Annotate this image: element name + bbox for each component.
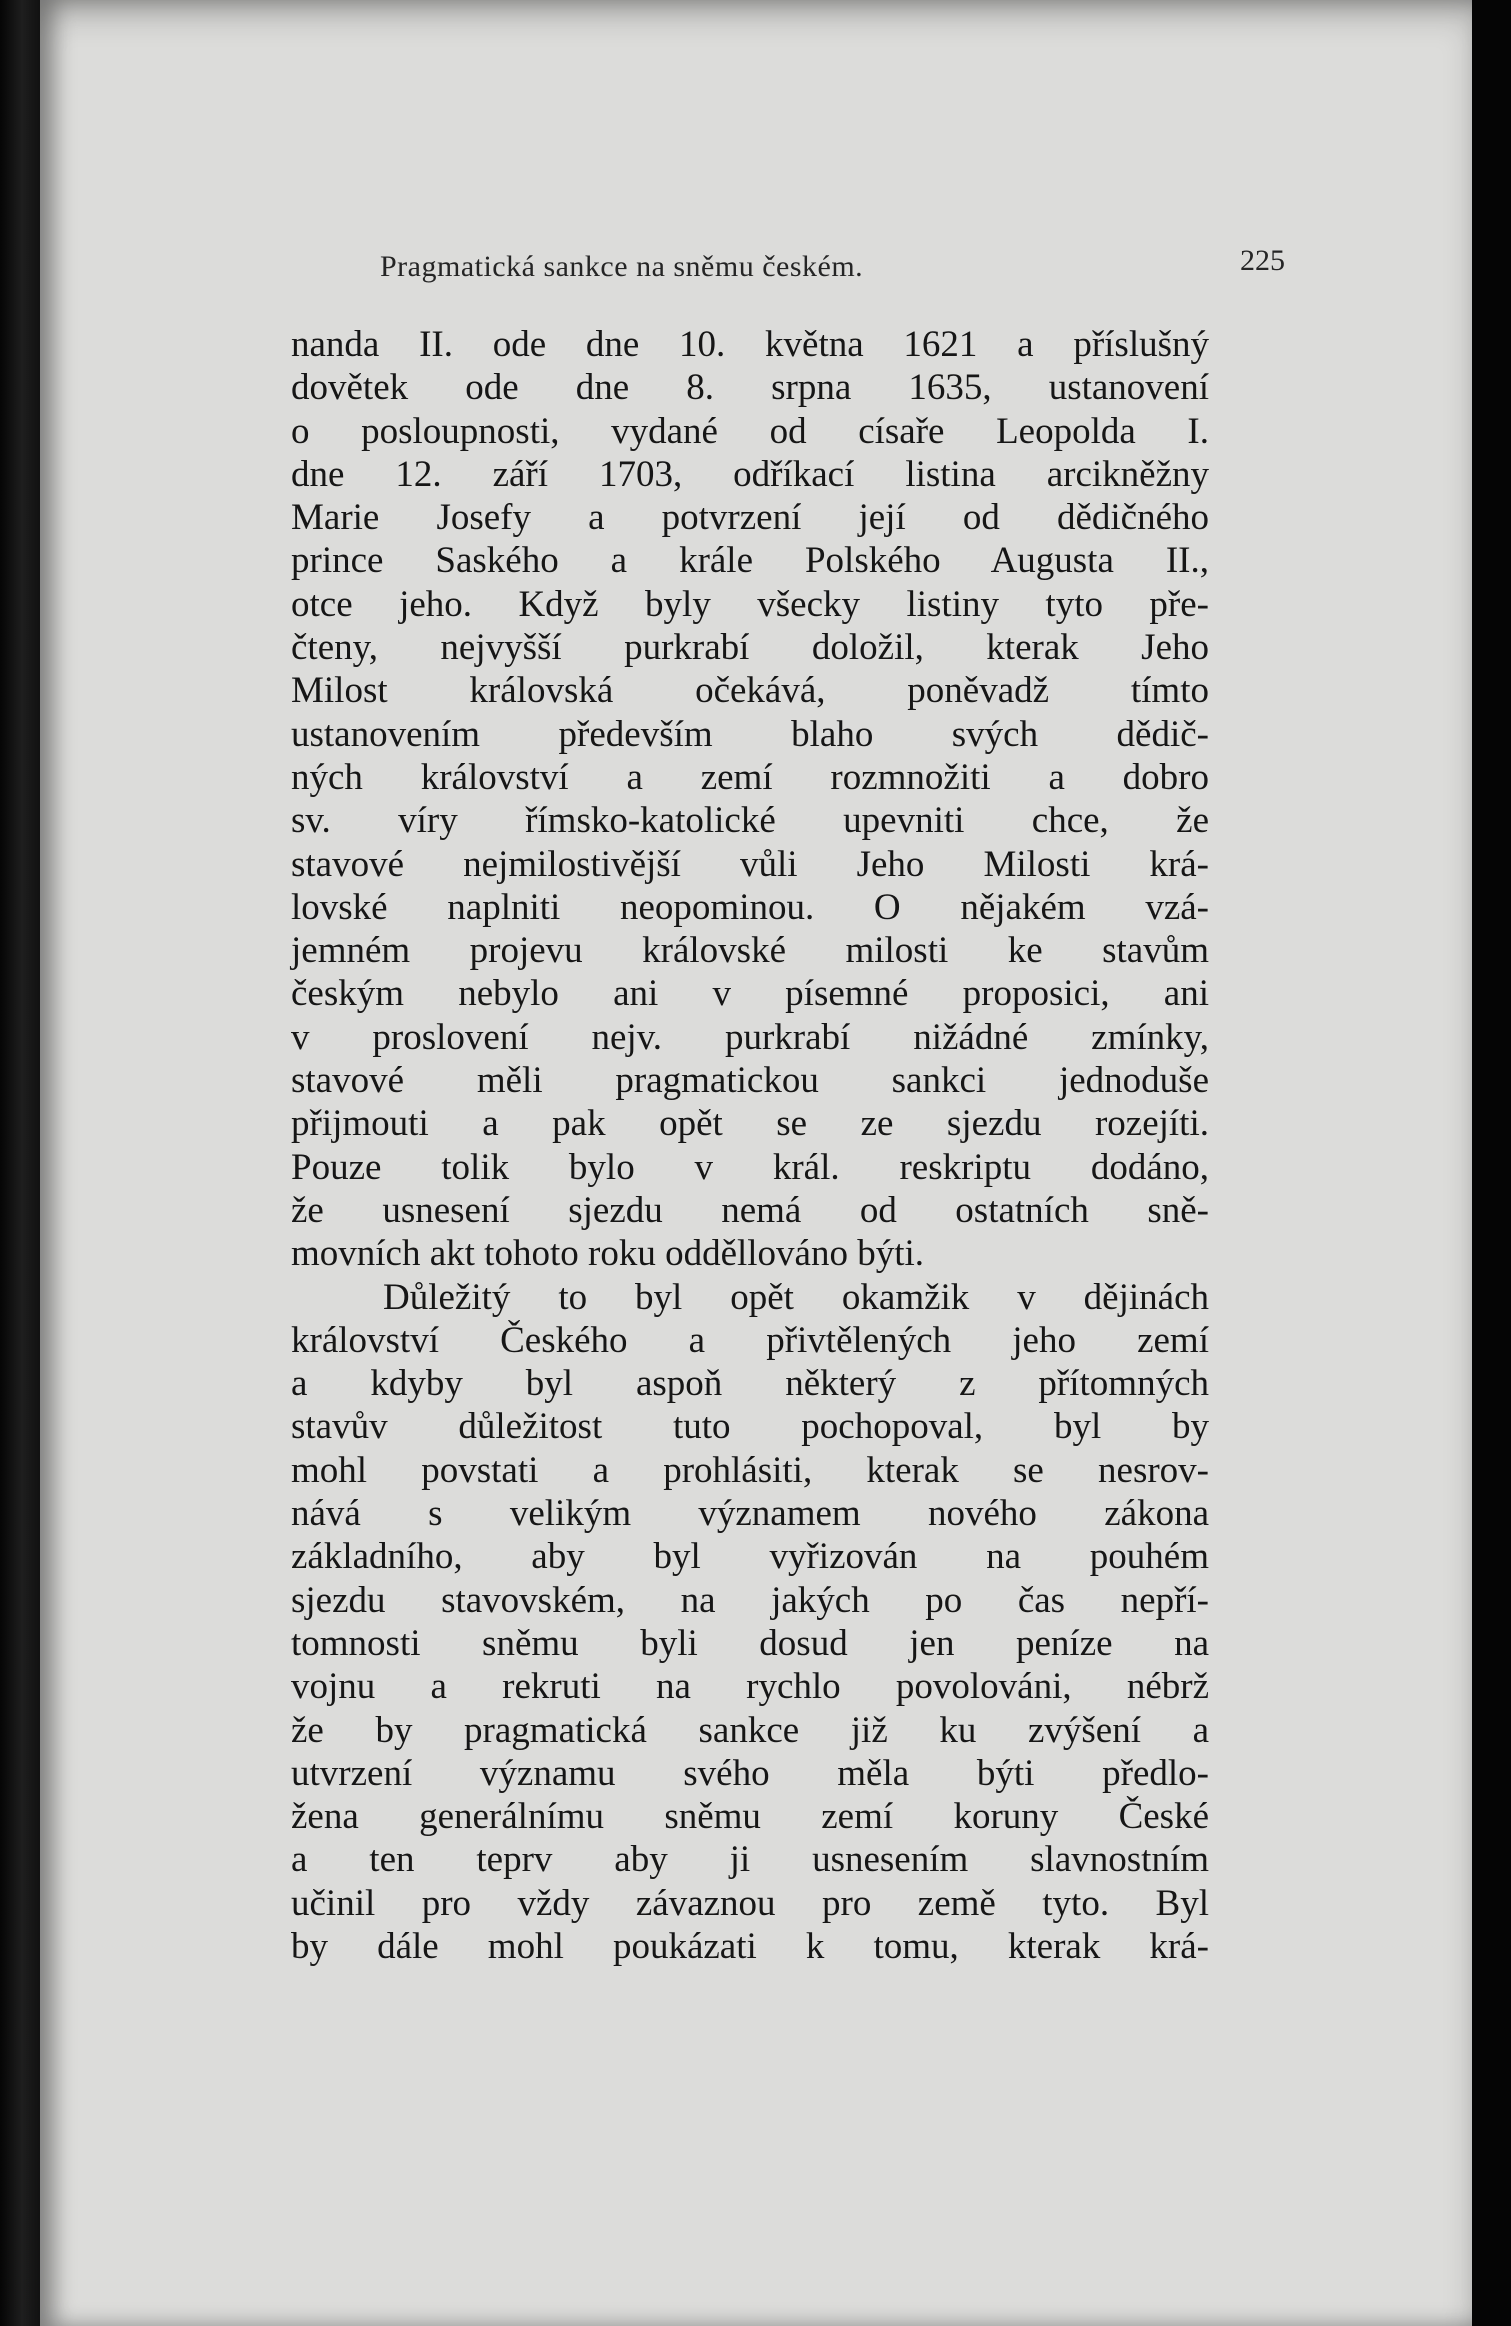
text-line: lovské naplniti neopominou. O nějakém vzá-: [291, 886, 1209, 928]
text-line: dne 12. září 1703, odříkací listina arcikněžny: [291, 453, 1209, 495]
text-line: českým nebylo ani v písemné proposici, ani: [291, 973, 1209, 1015]
running-head: [380, 244, 1285, 290]
text-line: vojnu a rekruti na rychlo povolováni, nébrž: [291, 1666, 1209, 1708]
text-line: království Českého a přivtělených jeho zemí: [291, 1319, 1209, 1361]
text-line: stavové měli pragmatickou sankci jednoduše: [291, 1060, 1209, 1102]
book-page: [40, 0, 1472, 2326]
scan-left-edge: [0, 0, 40, 2326]
page-number: 225: [1240, 244, 1285, 277]
text-line: že by pragmatická sankce již ku zvýšení a: [291, 1709, 1209, 1751]
text-line: v proslovení nejv. purkrabí nižádné zmínky,: [291, 1016, 1209, 1058]
running-title: Pragmatická sankce na sněmu českém.: [380, 250, 864, 283]
text-line: by dále mohl poukázati k tomu, kterak krá-: [291, 1925, 1209, 1967]
text-line: utvrzení významu svého měla býti předlo-: [291, 1752, 1209, 1794]
paragraph-first-line: Důležitý to byl opět okamžik v dějinách: [383, 1276, 1209, 1318]
text-line: a ten teprv aby ji usnesením slavnostním: [291, 1839, 1209, 1881]
body-text: [291, 323, 1209, 1968]
text-line: tomnosti sněmu byli dosud jen peníze na: [291, 1622, 1209, 1664]
scan-right-edge: [1472, 0, 1511, 2326]
text-line: stavův důležitost tuto pochopoval, byl by: [291, 1406, 1209, 1448]
text-line: žena generálnímu sněmu zemí koruny České: [291, 1796, 1209, 1838]
text-line: sjezdu stavovském, na jakých po čas nepří-: [291, 1579, 1209, 1621]
text-line: o posloupnosti, vydané od císaře Leopolda I.: [291, 410, 1209, 452]
text-line: ustanovením především blaho svých dědič-: [291, 713, 1209, 755]
text-line: mohl povstati a prohlásiti, kterak se nesrov-: [291, 1449, 1209, 1491]
text-line: že usnesení sjezdu nemá od ostatních sně-: [291, 1189, 1209, 1231]
text-line: čteny, nejvyšší purkrabí doložil, kterak Jeho: [291, 627, 1209, 669]
text-line: nává s velikým významem nového zákona: [291, 1493, 1209, 1535]
text-line: jemném projevu královské milosti ke stavům: [291, 930, 1209, 972]
text-line: Pouze tolik bylo v král. reskriptu dodáno,: [291, 1146, 1209, 1188]
text-line: učinil pro vždy závaznou pro země tyto. Byl: [291, 1882, 1209, 1924]
text-line: otce jeho. Když byly všecky listiny tyto pře-: [291, 583, 1209, 625]
text-line: prince Saského a krále Polského Augusta II.,: [291, 540, 1209, 582]
text-line: sv. víry římsko-katolické upevniti chce, že: [291, 800, 1209, 842]
text-line: nanda II. ode dne 10. května 1621 a příslušný: [291, 324, 1209, 365]
text-line: dovětek ode dne 8. srpna 1635, ustanovení: [291, 367, 1209, 409]
text-line: Milost královská očekává, poněvadž tímto: [291, 670, 1209, 712]
text-line: a kdyby byl aspoň některý z přítomných: [291, 1363, 1209, 1405]
text-line: Marie Josefy a potvrzení její od dědičného: [291, 497, 1209, 539]
text-line: přijmouti a pak opět se ze sjezdu rozejíti.: [291, 1103, 1209, 1145]
paragraph-end-line: movních akt tohoto roku odděllováno býti.: [291, 1233, 925, 1275]
text-line: stavové nejmilostivější vůli Jeho Milosti krá-: [291, 843, 1209, 885]
text-line: základního, aby byl vyřizován na pouhém: [291, 1536, 1209, 1578]
text-line: ných království a zemí rozmnožiti a dobro: [291, 756, 1209, 798]
